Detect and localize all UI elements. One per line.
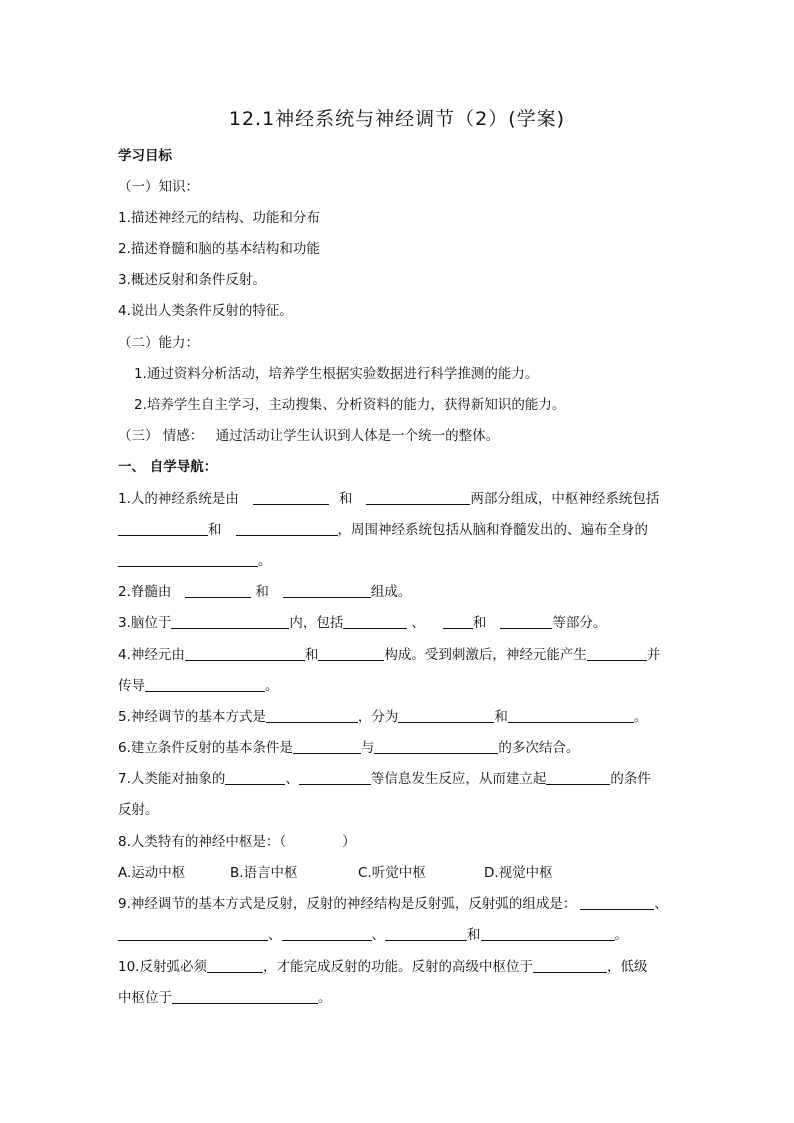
emotion-line [118, 426, 499, 446]
question-10-cont: 中枢位于 。 [118, 990, 332, 1006]
question-7: 7.人类能对抽象的 、 等信息发生反应，从而建立起 的条件 [118, 771, 651, 787]
answer-blank[interactable] [481, 925, 615, 941]
answer-blank[interactable] [282, 925, 372, 941]
answer-blank[interactable] [533, 957, 607, 973]
answer-blank[interactable] [266, 707, 358, 723]
answer-blank[interactable] [185, 645, 305, 661]
question-1: 1.人的神经系统是由 和 两部分组成，中枢神经系统包括 [118, 491, 660, 507]
question-9: 9.神经调节的基本方式是反射，反射的神经结构是反射弧，反射弧的组成是： 、 [118, 896, 668, 912]
question-7-cont: 反射。 [118, 802, 159, 818]
answer-blank[interactable] [253, 489, 329, 505]
answer-blank[interactable] [299, 769, 371, 785]
answer-blank[interactable] [580, 894, 654, 910]
question-1-end: 。 [118, 551, 272, 571]
answer-blank[interactable] [118, 925, 268, 941]
knowledge-heading: （一）知识： [118, 179, 199, 195]
question-6: 6.建立条件反射的基本条件是 与 的多次结合。 [118, 740, 580, 756]
answer-blank[interactable] [508, 707, 634, 723]
question-5: 5.神经调节的基本方式是 ，分为 和 。 [118, 709, 648, 725]
answer-blank[interactable] [366, 489, 470, 505]
answer-blank[interactable] [546, 769, 610, 785]
answer-blank[interactable] [398, 707, 494, 723]
answer-blank[interactable] [207, 957, 263, 973]
answer-blank[interactable] [185, 582, 251, 598]
answer-blank[interactable] [318, 645, 384, 661]
question-9-cont: 、 、 和 。 [118, 925, 628, 945]
question-2: 2.脊髓由 和 组成。 [118, 584, 412, 600]
answer-blank[interactable] [500, 613, 552, 629]
guide-heading: 一、 自学导航： [118, 459, 218, 475]
knowledge-item: 2.描述脊髓和脑的基本结构和功能 [118, 241, 320, 257]
emotion-text: 通过活动让学生认识到人体是一个统一的整体。 [215, 428, 500, 444]
ability-heading: （二）能力： [118, 335, 199, 351]
answer-blank[interactable] [145, 676, 265, 692]
question-4: 4.神经元由 和 构成。受到刺激后，神经元能产生 并 [118, 647, 661, 663]
answer-blank[interactable] [343, 613, 407, 629]
option-b: B.语言中枢 [230, 865, 298, 881]
answer-blank[interactable] [385, 925, 467, 941]
knowledge-item: 4.说出人类条件反射的特征。 [118, 303, 293, 319]
answer-blank[interactable] [171, 613, 289, 629]
answer-blank[interactable] [587, 645, 647, 661]
option-c: C.听觉中枢 [358, 865, 426, 881]
answer-blank[interactable] [225, 769, 285, 785]
ability-item: 1.通过资料分析活动，培养学生根据实验数据进行科学推测的能力。 [134, 366, 539, 382]
question-8: 8.人类特有的神经中枢是：（ ） [118, 834, 356, 850]
answer-blank[interactable] [283, 582, 371, 598]
goals-heading: 学习目标 [118, 148, 172, 164]
question-4-cont: 传导 。 [118, 678, 279, 694]
answer-blank[interactable] [118, 520, 208, 536]
option-d: D.视觉中枢 [484, 865, 553, 881]
knowledge-item: 1.描述神经元的结构、功能和分布 [118, 210, 320, 226]
question-10: 10.反射弧必须 ，才能完成反射的功能。反射的高级中枢位于 ，低级 [118, 959, 648, 975]
page-title: 12.1神经系统与神经调节（2）(学案) [228, 108, 566, 130]
question-3: 3.脑位于 内，包括 、 和 等部分。 [118, 615, 607, 631]
answer-blank[interactable] [374, 738, 498, 754]
question-1-cont: 和 ，周围神经系统包括从脑和脊髓发出的、遍布全身的 [118, 520, 648, 540]
answer-blank[interactable] [293, 738, 361, 754]
answer-blank[interactable] [172, 988, 318, 1004]
answer-blank[interactable] [443, 613, 473, 629]
option-a: A.运动中枢 [118, 865, 186, 881]
emotion-heading: （三） 情感： [118, 428, 204, 444]
answer-blank[interactable] [118, 551, 258, 567]
knowledge-item: 3.概述反射和条件反射。 [118, 272, 266, 288]
ability-item: 2.培养学生自主学习，主动搜集、分析资料的能力，获得新知识的能力。 [134, 397, 566, 413]
answer-blank[interactable] [236, 520, 338, 536]
